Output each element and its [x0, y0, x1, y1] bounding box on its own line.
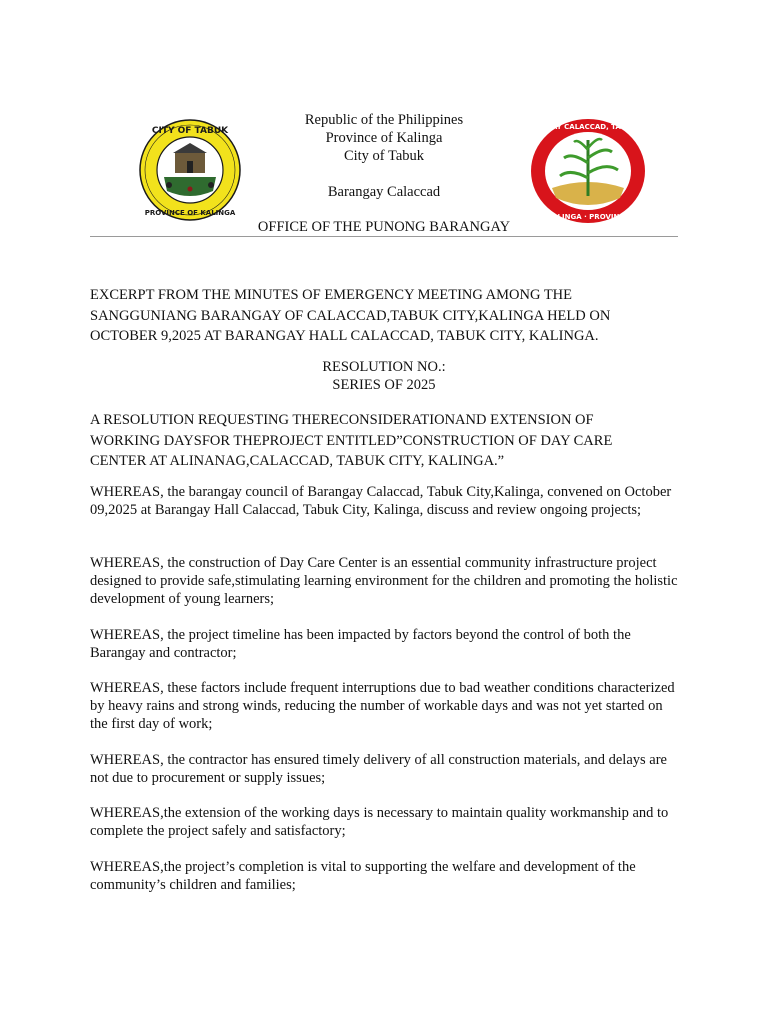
whereas-clause: WHEREAS, the construction of Day Care Center is an essential community infrastructure project designed to provide safe,stimulating learning environment for the children and promoting the holistic development of young learners;	[90, 555, 678, 607]
whereas-clause: WHEREAS,the project’s completion is vital to supporting the welfare and development of the community’s children and families;	[90, 859, 636, 893]
whereas-clause: WHEREAS,the extension of the working days is necessary to maintain quality workmanship and to complete the project safely and satisfactory;	[90, 805, 669, 839]
header-divider	[90, 236, 678, 237]
whereas-clause: WHEREAS, the contractor has ensured timely delivery of all construction materials, and delays are not due to procurement or supply issues;	[90, 752, 667, 786]
city-line: City of Tabuk	[343, 148, 425, 164]
title-line-3: CENTER AT ALINANAG,CALACCAD, TABUK CITY, KALINGA.”	[90, 453, 505, 469]
title-line-1: A RESOLUTION REQUESTING THERECONSIDERATIONAND EXTENSION OF	[90, 412, 594, 428]
excerpt-line-2: SANGGUNIANG BARANGAY OF CALACCAD,TABUK CITY,KALINGA HELD ON	[90, 307, 611, 324]
resolution-series: SERIES OF 2025	[332, 377, 436, 393]
svg-text:KALINGA · PROVINCE: KALINGA · PROVINCE	[546, 213, 630, 221]
svg-text:BARANGAY CALACCAD, TABUK CITY: BARANGAY CALACCAD, TABUK CITY	[518, 123, 658, 131]
republic-line: Republic of the Philippines	[304, 112, 464, 128]
barangay-line: Barangay Calaccad	[327, 184, 441, 200]
resolution-number: RESOLUTION NO.:	[322, 359, 446, 375]
excerpt-block	[90, 285, 690, 347]
whereas-clause: WHEREAS, the barangay council of Barangay Calaccad, Tabuk City,Kalinga, convened on October 09,2025 at Barangay Hall Calaccad, Tabuk City, Kalinga, discuss and review ongoing projects;	[90, 484, 672, 518]
resolution-title	[90, 410, 690, 472]
excerpt-line-1: EXCERPT FROM THE MINUTES OF EMERGENCY MEETING AMONG THE	[90, 287, 573, 303]
svg-text:CITY OF TABUK: CITY OF TABUK	[151, 126, 229, 136]
province-line: Province of Kalinga	[325, 130, 443, 146]
whereas-clause: WHEREAS, the project timeline has been impacted by factors beyond the control of both the Barangay and contractor;	[90, 627, 631, 661]
title-line-2: WORKING DAYSFOR THEPROJECT ENTITLED”CONSTRUCTION OF DAY CARE	[90, 432, 613, 449]
whereas-clause: WHEREAS, these factors include frequent interruptions due to bad weather conditions characterized by heavy rains and strong winds, reducing the number of workable days and was not yet started on the first day of work;	[90, 680, 675, 732]
office-title: OFFICE OF THE PUNONG BARANGAY	[257, 219, 511, 235]
svg-text:PROVINCE OF KALINGA: PROVINCE OF KALINGA	[144, 209, 236, 217]
excerpt-line-3: OCTOBER 9,2025 AT BARANGAY HALL CALACCAD, TABUK CITY, KALINGA.	[90, 328, 599, 344]
